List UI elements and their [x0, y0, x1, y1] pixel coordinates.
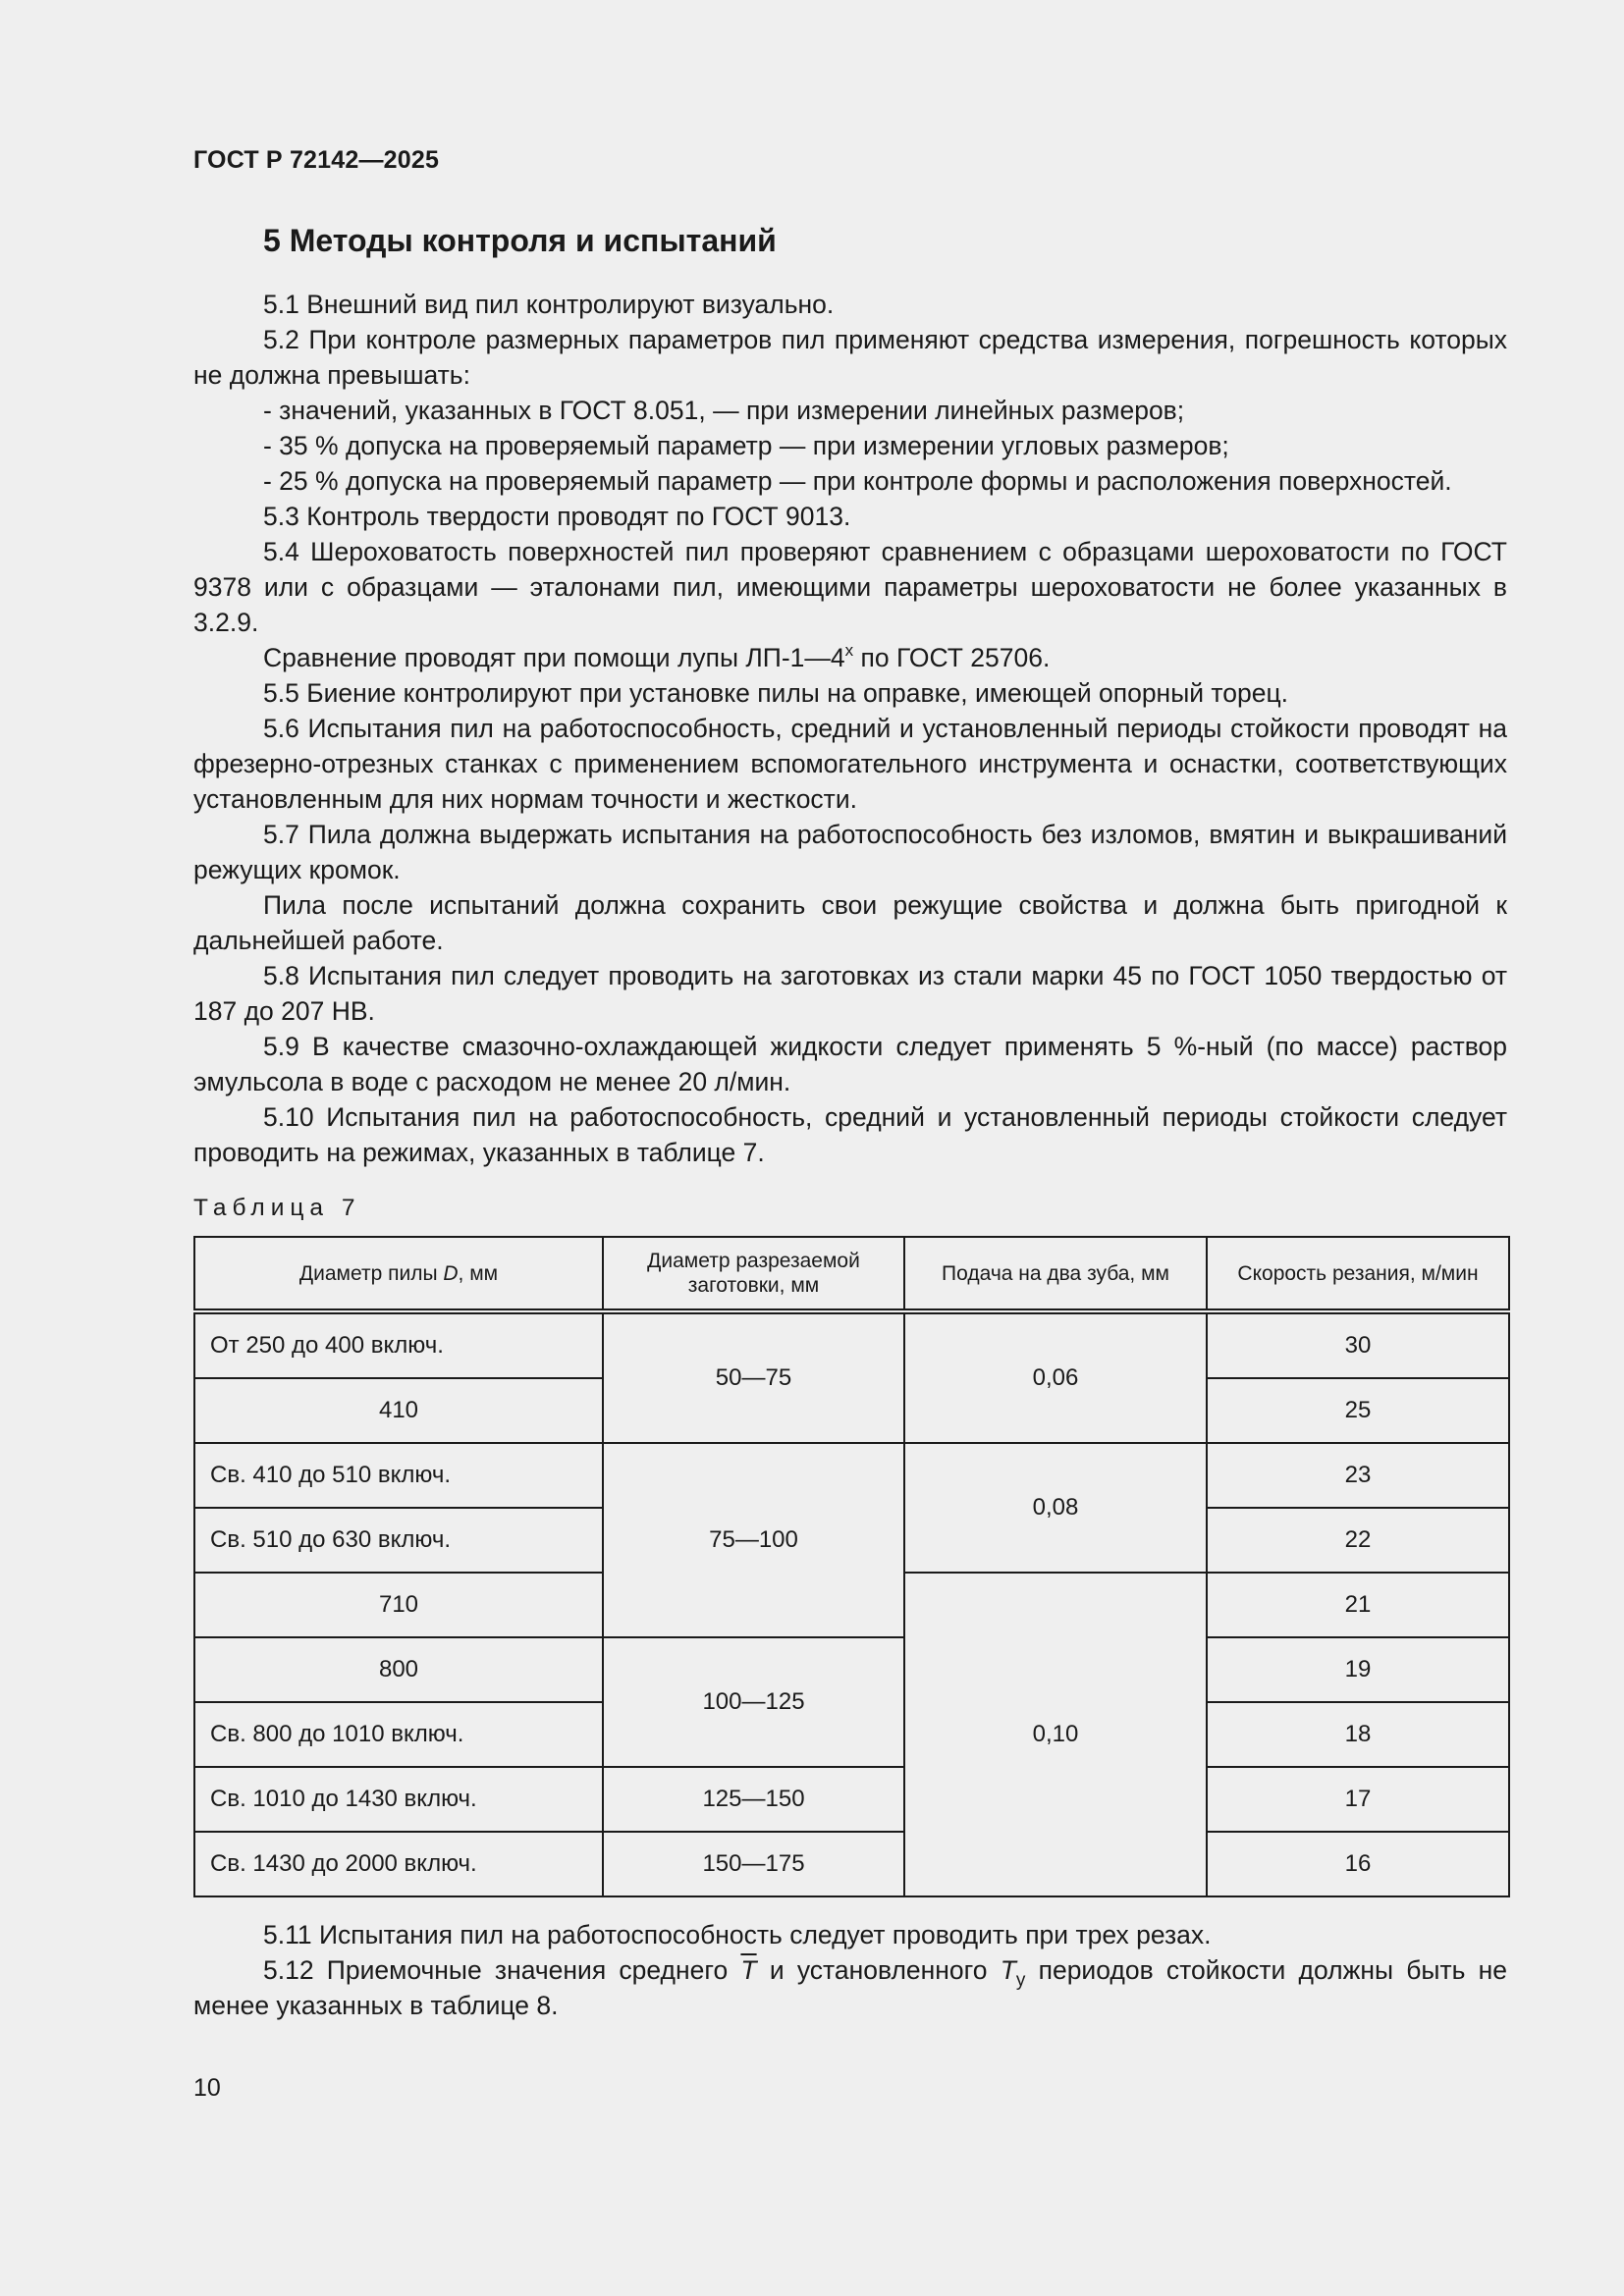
cutting-speed-cell: 19: [1207, 1637, 1509, 1702]
paragraph-5-6: 5.6 Испытания пил на работоспособность, средний и установленный периоды стойкости проводят на фрезерно-отрезных станках с применением вспомогательного инструмента и оснастки, соответствующих установленным для них нормам точности и жесткости.: [193, 714, 1507, 814]
column-header-saw-diameter: Диаметр пилы D, мм: [194, 1237, 603, 1311]
table-header-row: [194, 1237, 1509, 1311]
table-row: [194, 1767, 1509, 1832]
column-header-feed: Подача на два зуба, мм: [904, 1237, 1207, 1311]
paragraph-5-4-comparison: Сравнение проводят при помощи лупы $ЛП-1—4^х$ по ГОСТ 25706.: [263, 641, 1051, 672]
mean-period-symbol: $\overline{T}$: [740, 1955, 757, 1985]
workpiece-diameter-cell: 150—175: [603, 1832, 904, 1896]
feed-cell: 0,08: [904, 1443, 1207, 1573]
paragraph-5-1: 5.1 Внешний вид пил контролируют визуально.: [263, 290, 835, 319]
section-title: 5 Методы контроля и испытаний: [263, 223, 777, 258]
list-item: - значений, указанных в ГОСТ 8.051, — при измерении линейных размеров;: [263, 396, 1185, 425]
table-caption: Таблица 7: [193, 1195, 361, 1221]
table-7: [193, 1236, 1508, 1897]
table-row: [194, 1637, 1509, 1702]
table-row: [194, 1832, 1509, 1896]
paragraph-5-3: 5.3 Контроль твердости проводят по ГОСТ 9013.: [263, 502, 851, 531]
paragraph-5-2: 5.2 При контроле размерных параметров пил применяют средства измерения, погрешность которых не должна превышать:: [193, 325, 1507, 390]
list-item: - 35 % допуска на проверяемый параметр — при измерении угловых размеров;: [263, 431, 1229, 460]
paragraph-5-10: 5.10 Испытания пил на работоспособность, средний и установленный периоды стойкости следует проводить на режимах, указанных в таблице 7.: [193, 1102, 1507, 1167]
table-row: [194, 1443, 1509, 1508]
paragraph-5-12: 5.12 Приемочные значения среднего $\overline{T}$ и установленного $T_у$ периодов стойкости должны быть не менее указанных в таблице 8.: [193, 1955, 1507, 2020]
saw-diameter-cell: Св. 510 до 630 включ.: [194, 1508, 603, 1573]
saw-diameter-cell: Св. 1430 до 2000 включ.: [194, 1832, 603, 1896]
set-period-symbol: T: [1000, 1955, 1016, 1985]
paragraph-5-9: 5.9 В качестве смазочно-охлаждающей жидкости следует применять 5 %-ный (по массе) раствор эмульсола в воде с расходом не менее 20 л/мин.: [193, 1032, 1507, 1096]
feed-cell: 0,10: [904, 1573, 1207, 1896]
document-code: ГОСТ Р 72142—2025: [193, 146, 440, 174]
column-header-workpiece-diameter: Диаметр разрезаемой заготовки, мм: [603, 1237, 904, 1311]
list-item: - 25 % допуска на проверяемый параметр — при контроле формы и расположения поверхностей.: [263, 466, 1452, 496]
magnification-superscript: х: [844, 641, 854, 660]
workpiece-diameter-cell: 125—150: [603, 1767, 904, 1832]
paragraph-5-11: 5.11 Испытания пил на работоспособность следует проводить при трех резах.: [263, 1920, 1212, 1949]
table-row: [194, 1311, 1509, 1378]
page-number: 10: [193, 2074, 221, 2102]
paragraph-5-5: 5.5 Биение контролируют при установке пилы на оправке, имеющей опорный торец.: [263, 678, 1288, 708]
feed-cell: 0,06: [904, 1311, 1207, 1443]
cutting-speed-cell: 16: [1207, 1832, 1509, 1896]
saw-diameter-cell: От 250 до 400 включ.: [194, 1311, 603, 1378]
paragraph-5-4: 5.4 Шероховатость поверхностей пил проверяют сравнением с образцами шероховатости по ГОСТ 9378 или с образцами — эталонами пил, имеющими параметры шероховатости не более указанных в 3.2.9.: [193, 537, 1507, 637]
body-text-bottom: [193, 1917, 1507, 2023]
workpiece-diameter-cell: 75—100: [603, 1443, 904, 1637]
saw-diameter-cell: Св. 410 до 510 включ.: [194, 1443, 603, 1508]
cutting-speed-cell: 21: [1207, 1573, 1509, 1637]
paragraph-5-7-continued: Пила после испытаний должна сохранить свои режущие свойства и должна быть пригодной к дальнейшей работе.: [193, 890, 1507, 955]
cutting-speed-cell: 25: [1207, 1378, 1509, 1443]
column-header-cutting-speed: Скорость резания, м/мин: [1207, 1237, 1509, 1311]
cutting-speed-cell: 30: [1207, 1311, 1509, 1378]
cutting-speed-cell: 23: [1207, 1443, 1509, 1508]
saw-diameter-cell: Св. 1010 до 1430 включ.: [194, 1767, 603, 1832]
paragraph-5-8: 5.8 Испытания пил следует проводить на заготовках из стали марки 45 по ГОСТ 1050 твердостью от 187 до 207 НВ.: [193, 961, 1507, 1026]
body-text-top: [193, 287, 1507, 1170]
saw-diameter-cell: Св. 800 до 1010 включ.: [194, 1702, 603, 1767]
workpiece-diameter-cell: 50—75: [603, 1311, 904, 1443]
saw-diameter-cell: 710: [194, 1573, 603, 1637]
cutting-speed-cell: 17: [1207, 1767, 1509, 1832]
paragraph-5-7: 5.7 Пила должна выдержать испытания на работоспособность без изломов, вмятин и выкрашиваний режущих кромок.: [193, 820, 1507, 884]
workpiece-diameter-cell: 100—125: [603, 1637, 904, 1767]
saw-diameter-cell: 410: [194, 1378, 603, 1443]
cutting-speed-cell: 18: [1207, 1702, 1509, 1767]
cutting-speed-cell: 22: [1207, 1508, 1509, 1573]
saw-diameter-cell: 800: [194, 1637, 603, 1702]
